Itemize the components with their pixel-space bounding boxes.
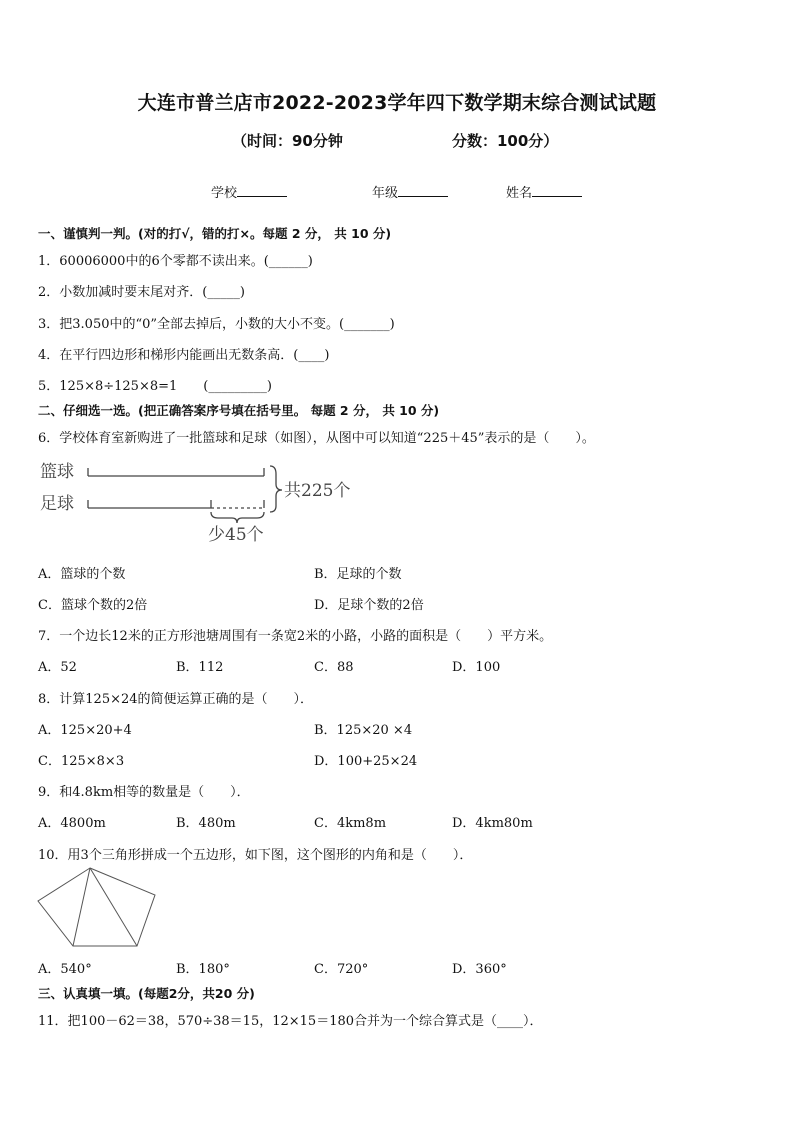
total-brace: [270, 466, 282, 512]
q7-option-d[interactable]: D．100: [452, 660, 501, 675]
name-blank[interactable]: [532, 184, 582, 197]
q6-option-a[interactable]: A．篮球的个数: [38, 567, 126, 582]
bar-diagram-figure: [36, 452, 366, 548]
q6-option-d[interactable]: D．足球个数的2倍: [314, 598, 424, 613]
q8-option-a[interactable]: A．125×20+4: [38, 723, 132, 738]
section2-title: 二、仔细选一选。(把正确答案序号填在括号里。 每题 2 分， 共 10 分): [38, 403, 440, 418]
grade-label: 年级: [372, 186, 399, 201]
question-2: 2．小数加减时要末尾对齐．(_____): [38, 285, 245, 300]
q10-option-c[interactable]: C．720°: [314, 962, 369, 977]
pentagon-diagonal-2: [90, 868, 137, 946]
name-label: 姓名: [506, 186, 533, 201]
q6-option-b[interactable]: B．足球的个数: [314, 567, 402, 582]
pentagon-figure: [36, 866, 160, 950]
school-field[interactable]: [211, 182, 287, 201]
q8-option-d[interactable]: D．100+25×24: [314, 754, 418, 769]
question-6: 6．学校体育室新购进了一批篮球和足球（如图），从图中可以知道“225＋45”表示的是（ ）。: [38, 431, 595, 446]
less-brace: [211, 512, 264, 523]
section1-title: 一、谨慎判一判。(对的打√，错的打×。每题 2 分， 共 10 分): [38, 226, 392, 241]
q6-option-c[interactable]: C．篮球个数的2倍: [38, 598, 148, 613]
grade-blank[interactable]: [398, 184, 448, 197]
section3-title: 三、认真填一填。(每题2分，共20 分): [38, 986, 255, 1001]
question-1: 1．60006000中的6个零都不读出来。(______): [38, 254, 313, 269]
question-8: 8．计算125×24的简便运算正确的是（ ）．: [38, 692, 314, 707]
pentagon-diagonal-1: [73, 868, 90, 946]
q10-option-b[interactable]: B．180°: [176, 962, 230, 977]
q7-option-c[interactable]: C．88: [314, 660, 354, 675]
question-4: 4．在平行四边形和梯形内能画出无数条高．(____): [38, 348, 330, 363]
total-label: 共225个: [284, 481, 351, 501]
question-11: 11．把100－62＝38，570÷38＝15，12×15＝180合并为一个综合算式是（____）．: [38, 1014, 543, 1029]
time-info: （时间：90分钟: [232, 132, 343, 150]
page-title: 大连市普兰店市2022-2023学年四下数学期末综合测试试题: [137, 92, 657, 114]
q7-option-a[interactable]: A．52: [38, 660, 77, 675]
q9-option-c[interactable]: C．4km8m: [314, 816, 387, 831]
q8-option-c[interactable]: C．125×8×3: [38, 754, 125, 769]
school-blank[interactable]: [237, 184, 287, 197]
less-label: 少45个: [208, 525, 264, 545]
q8-option-b[interactable]: B．125×20 ×4: [314, 723, 413, 738]
q10-option-a[interactable]: A．540°: [38, 962, 92, 977]
football-label: 足球: [40, 494, 74, 514]
score-info: 分数：100分）: [452, 132, 559, 150]
question-9: 9．和4.8km相等的数量是（ ）．: [38, 785, 250, 800]
school-label: 学校: [211, 186, 238, 201]
grade-field[interactable]: [372, 182, 448, 201]
question-7: 7．一个边长12米的正方形池塘周围有一条宽2米的小路，小路的面积是（ ）平方米。: [38, 629, 553, 644]
q9-option-a[interactable]: A．4800m: [38, 816, 106, 831]
question-5: 5．125×8÷125×8=1 (_________): [38, 379, 272, 394]
q9-option-d[interactable]: D．4km80m: [452, 816, 533, 831]
basketball-label: 篮球: [40, 462, 74, 482]
q9-option-b[interactable]: B．480m: [176, 816, 236, 831]
question-10: 10．用3个三角形拼成一个五边形，如下图，这个图形的内角和是（ ）．: [38, 848, 473, 863]
name-field[interactable]: [506, 182, 582, 201]
question-3: 3．把3.050中的“0”全部去掉后，小数的大小不变。(_______): [38, 317, 395, 332]
q10-option-d[interactable]: D．360°: [452, 962, 507, 977]
q7-option-b[interactable]: B．112: [176, 660, 224, 675]
